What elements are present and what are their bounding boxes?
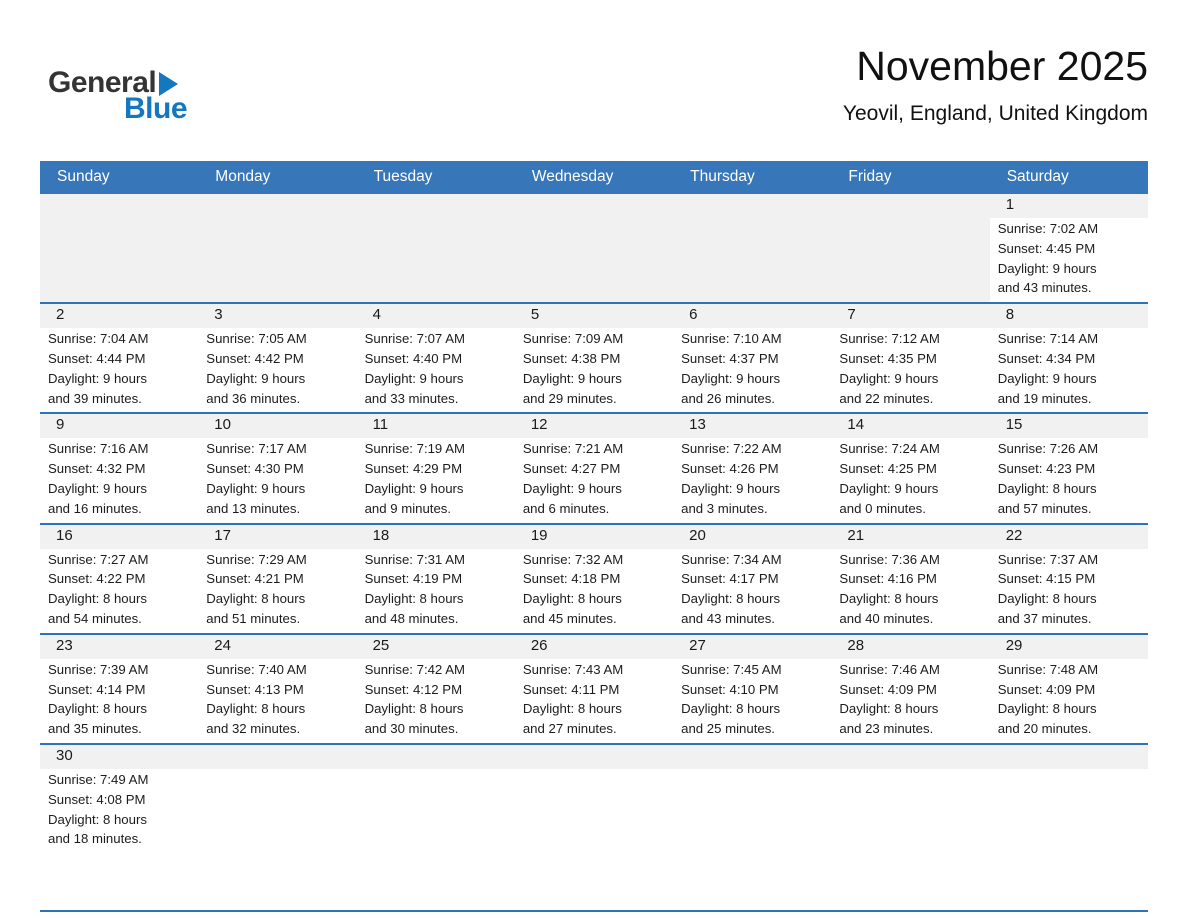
day-cell-11 — [357, 414, 515, 522]
day-info-line: Sunset: 4:09 PM — [997, 681, 1096, 697]
day-cell-10 — [198, 414, 356, 522]
day-details — [40, 549, 198, 633]
day-info-line: Daylight: 9 hours — [681, 480, 781, 496]
day-info-line: Daylight: 8 hours — [681, 591, 781, 607]
empty-day-cell — [990, 745, 1148, 910]
day-info-line: Daylight: 9 hours — [681, 370, 781, 386]
day-info-line: Sunset: 4:19 PM — [364, 571, 463, 587]
day-info-line: and 26 minutes. — [681, 390, 775, 406]
day-number: 30 — [40, 745, 198, 769]
day-info-line: Sunrise: 7:09 AM — [522, 331, 624, 347]
weekday-header-wednesday: Wednesday — [531, 168, 614, 185]
day-info-line: and 3 minutes. — [681, 500, 768, 516]
day-info-line: Sunset: 4:27 PM — [522, 461, 621, 477]
day-info-line: Daylight: 8 hours — [48, 591, 147, 607]
day-info-line: Daylight: 9 hours — [48, 480, 147, 496]
day-info-line: Daylight: 9 hours — [48, 370, 147, 386]
day-info-line: Sunrise: 7:02 AM — [997, 221, 1099, 236]
day-details — [673, 438, 831, 522]
day-info-line: Sunrise: 7:31 AM — [364, 551, 465, 567]
day-info-line: Sunset: 4:34 PM — [997, 350, 1096, 366]
day-info-line: and 22 minutes. — [839, 390, 934, 406]
day-info-line: Sunrise: 7:19 AM — [364, 441, 465, 457]
day-info-line: Sunset: 4:09 PM — [839, 681, 937, 697]
day-cell-18 — [357, 525, 515, 633]
day-number: 2 — [40, 304, 198, 328]
day-info-line: Daylight: 8 hours — [206, 701, 306, 717]
logo-text-blue: Blue — [124, 92, 188, 125]
day-cell-5 — [515, 304, 673, 412]
day-info-line: Sunset: 4:15 PM — [997, 571, 1096, 587]
day-info-line: Daylight: 9 hours — [206, 480, 306, 496]
general-blue-logo — [40, 34, 187, 124]
weekday-header-saturday: Saturday — [1006, 168, 1069, 185]
day-info-line: Sunrise: 7:05 AM — [206, 331, 307, 347]
day-number: 27 — [673, 635, 831, 659]
day-number: 22 — [990, 525, 1148, 549]
day-info-line: Daylight: 8 hours — [206, 591, 306, 607]
week-row-2 — [40, 304, 1148, 414]
day-info-line: Daylight: 8 hours — [839, 701, 939, 717]
day-details — [357, 549, 515, 633]
day-details — [357, 328, 515, 412]
day-number: 14 — [831, 414, 989, 438]
day-details — [673, 659, 831, 743]
day-cell-28 — [831, 635, 989, 743]
week-row-1 — [40, 194, 1148, 304]
day-info-line: and 40 minutes. — [839, 610, 934, 626]
weekday-header-row — [40, 161, 1148, 194]
day-info-line: Sunrise: 7:12 AM — [839, 331, 940, 347]
day-cell-30 — [40, 745, 198, 910]
day-details — [515, 659, 673, 743]
day-info-line: Sunrise: 7:48 AM — [997, 661, 1099, 677]
day-details — [831, 438, 989, 522]
day-details — [990, 328, 1148, 412]
day-number: 16 — [40, 525, 198, 549]
day-number: 25 — [357, 635, 515, 659]
day-number: 24 — [198, 635, 356, 659]
day-info-line: Sunset: 4:45 PM — [997, 240, 1096, 256]
day-info-line: Daylight: 9 hours — [839, 480, 939, 496]
day-info-line: and 45 minutes. — [522, 610, 617, 626]
day-info-line: Sunset: 4:21 PM — [206, 571, 304, 587]
day-info-line: and 9 minutes. — [364, 500, 452, 516]
day-info-line: and 27 minutes. — [522, 721, 617, 737]
day-cell-16 — [40, 525, 198, 633]
empty-day-body — [673, 218, 831, 302]
day-info-line: and 37 minutes. — [997, 610, 1092, 626]
day-details — [198, 438, 356, 522]
empty-day-cell — [831, 194, 989, 302]
day-info-line: Sunset: 4:10 PM — [681, 681, 779, 697]
empty-day-cell — [515, 745, 673, 910]
empty-day-body — [831, 218, 989, 302]
day-cell-13 — [673, 414, 831, 522]
day-info-line: and 43 minutes. — [681, 610, 775, 626]
day-info-line: and 29 minutes. — [522, 390, 617, 406]
day-cell-7 — [831, 304, 989, 412]
empty-day-strip — [198, 745, 356, 769]
day-info-line: Daylight: 9 hours — [522, 370, 622, 386]
day-details — [40, 659, 198, 743]
day-info-line: Sunset: 4:22 PM — [48, 571, 146, 587]
week-row-5 — [40, 635, 1148, 745]
day-number: 23 — [40, 635, 198, 659]
day-info-line: Sunrise: 7:04 AM — [48, 331, 149, 347]
day-info-line: Sunrise: 7:24 AM — [839, 441, 940, 457]
day-info-line: and 6 minutes. — [522, 500, 610, 516]
empty-day-strip — [40, 194, 198, 218]
empty-day-cell — [40, 194, 198, 302]
day-number: 28 — [831, 635, 989, 659]
weekday-header-tuesday: Tuesday — [373, 168, 433, 185]
empty-day-strip — [357, 194, 515, 218]
week-row-6 — [40, 745, 1148, 912]
week-row-3 — [40, 414, 1148, 524]
day-details — [831, 659, 989, 743]
day-info-line: Sunrise: 7:45 AM — [681, 661, 782, 677]
day-info-line: Sunrise: 7:43 AM — [522, 661, 624, 677]
day-info-line: and 18 minutes. — [48, 831, 142, 847]
day-cell-20 — [673, 525, 831, 633]
day-info-line: Daylight: 9 hours — [364, 370, 464, 386]
day-info-line: Sunset: 4:32 PM — [48, 461, 146, 477]
page-title: November 2025 — [856, 43, 1148, 89]
title-block — [843, 34, 1148, 126]
day-info-line: and 43 minutes. — [997, 280, 1092, 296]
empty-day-body — [990, 769, 1148, 910]
day-details — [990, 659, 1148, 743]
empty-day-cell — [673, 745, 831, 910]
day-info-line: Sunset: 4:44 PM — [48, 350, 146, 366]
empty-day-body — [515, 769, 673, 910]
day-info-line: Sunrise: 7:22 AM — [681, 441, 782, 457]
day-number: 10 — [198, 414, 356, 438]
day-details — [515, 328, 673, 412]
day-info-line: Sunrise: 7:49 AM — [48, 771, 149, 787]
day-info-line: Daylight: 9 hours — [997, 370, 1097, 386]
day-details — [515, 549, 673, 633]
day-info-line: Sunset: 4:29 PM — [364, 461, 463, 477]
day-cell-29 — [990, 635, 1148, 743]
day-info-line: Daylight: 9 hours — [839, 370, 939, 386]
day-number: 26 — [515, 635, 673, 659]
day-info-line: Daylight: 8 hours — [522, 701, 622, 717]
day-info-line: Sunset: 4:30 PM — [206, 461, 304, 477]
day-info-line: Sunrise: 7:27 AM — [48, 551, 149, 567]
day-info-line: Sunset: 4:35 PM — [839, 350, 937, 366]
day-info-line: Daylight: 8 hours — [997, 480, 1097, 496]
empty-day-body — [831, 769, 989, 910]
day-info-line: and 20 minutes. — [997, 721, 1092, 737]
day-info-line: and 48 minutes. — [364, 610, 459, 626]
day-cell-17 — [198, 525, 356, 633]
day-info-line: Daylight: 9 hours — [997, 260, 1097, 276]
day-info-line: Daylight: 8 hours — [364, 701, 464, 717]
day-details — [357, 659, 515, 743]
day-cell-23 — [40, 635, 198, 743]
empty-day-body — [357, 218, 515, 302]
day-cell-8 — [990, 304, 1148, 412]
day-info-line: and 13 minutes. — [206, 500, 301, 516]
day-info-line: and 57 minutes. — [997, 500, 1092, 516]
empty-day-cell — [831, 745, 989, 910]
day-info-line: Sunrise: 7:14 AM — [997, 331, 1099, 347]
day-details — [990, 218, 1148, 302]
weekday-header-monday: Monday — [215, 168, 271, 185]
day-info-line: Daylight: 8 hours — [364, 591, 464, 607]
day-info-line: and 0 minutes. — [839, 500, 926, 516]
day-info-line: and 39 minutes. — [48, 390, 142, 406]
empty-day-cell — [673, 194, 831, 302]
day-info-line: Sunset: 4:16 PM — [839, 571, 937, 587]
day-info-line: Sunset: 4:40 PM — [364, 350, 463, 366]
day-details — [831, 549, 989, 633]
day-number: 3 — [198, 304, 356, 328]
empty-day-body — [357, 769, 515, 910]
day-info-line: Sunset: 4:38 PM — [522, 350, 621, 366]
day-info-line: Sunrise: 7:42 AM — [364, 661, 465, 677]
day-info-line: Sunset: 4:37 PM — [681, 350, 779, 366]
day-number: 11 — [357, 414, 515, 438]
day-info-line: Sunset: 4:12 PM — [364, 681, 463, 697]
day-cell-9 — [40, 414, 198, 522]
day-info-line: Daylight: 8 hours — [839, 591, 939, 607]
day-info-line: Sunset: 4:26 PM — [681, 461, 779, 477]
day-number: 19 — [515, 525, 673, 549]
day-info-line: and 33 minutes. — [364, 390, 459, 406]
day-cell-21 — [831, 525, 989, 633]
day-cell-27 — [673, 635, 831, 743]
day-number: 18 — [357, 525, 515, 549]
day-info-line: Daylight: 8 hours — [48, 701, 147, 717]
empty-day-body — [198, 769, 356, 910]
day-info-line: Daylight: 8 hours — [997, 701, 1097, 717]
day-info-line: Sunset: 4:11 PM — [522, 681, 620, 697]
empty-day-body — [198, 218, 356, 302]
day-details — [357, 438, 515, 522]
day-info-line: Sunrise: 7:34 AM — [681, 551, 782, 567]
day-info-line: Sunrise: 7:37 AM — [997, 551, 1099, 567]
day-details — [673, 328, 831, 412]
day-cell-6 — [673, 304, 831, 412]
day-details — [40, 328, 198, 412]
day-details — [198, 659, 356, 743]
calendar-table — [40, 161, 1148, 912]
day-info-line: and 32 minutes. — [206, 721, 301, 737]
logo-text-general: General — [48, 66, 157, 99]
day-info-line: and 51 minutes. — [206, 610, 301, 626]
day-info-line: and 19 minutes. — [997, 390, 1092, 406]
day-number: 1 — [990, 194, 1148, 218]
top-bar — [40, 34, 1148, 140]
day-info-line: Sunrise: 7:39 AM — [48, 661, 149, 677]
day-info-line: Sunset: 4:42 PM — [206, 350, 304, 366]
day-details — [990, 438, 1148, 522]
empty-day-cell — [198, 194, 356, 302]
day-info-line: Sunset: 4:17 PM — [681, 571, 779, 587]
day-cell-4 — [357, 304, 515, 412]
day-cell-2 — [40, 304, 198, 412]
day-info-line: Daylight: 8 hours — [997, 591, 1097, 607]
day-info-line: Daylight: 9 hours — [364, 480, 464, 496]
day-info-line: Sunset: 4:23 PM — [997, 461, 1096, 477]
day-number: 6 — [673, 304, 831, 328]
weekday-header-friday: Friday — [848, 168, 892, 185]
day-cell-19 — [515, 525, 673, 633]
day-info-line: and 23 minutes. — [839, 721, 934, 737]
empty-day-body — [673, 769, 831, 910]
day-info-line: Sunset: 4:18 PM — [522, 571, 621, 587]
day-info-line: and 25 minutes. — [681, 721, 775, 737]
day-number: 9 — [40, 414, 198, 438]
day-info-line: Sunrise: 7:32 AM — [522, 551, 624, 567]
day-number: 15 — [990, 414, 1148, 438]
week-row-4 — [40, 525, 1148, 635]
day-info-line: Sunrise: 7:46 AM — [839, 661, 940, 677]
day-cell-25 — [357, 635, 515, 743]
day-info-line: Daylight: 8 hours — [522, 591, 622, 607]
empty-day-strip — [831, 745, 989, 769]
day-number: 13 — [673, 414, 831, 438]
weekday-header-thursday: Thursday — [690, 168, 755, 185]
day-number: 8 — [990, 304, 1148, 328]
day-info-line: Sunrise: 7:29 AM — [206, 551, 307, 567]
day-cell-12 — [515, 414, 673, 522]
day-number: 29 — [990, 635, 1148, 659]
day-details — [673, 549, 831, 633]
empty-day-cell — [198, 745, 356, 910]
day-info-line: Sunrise: 7:07 AM — [364, 331, 465, 347]
day-info-line: and 35 minutes. — [48, 721, 142, 737]
empty-day-cell — [357, 194, 515, 302]
day-info-line: Sunrise: 7:21 AM — [522, 441, 624, 457]
empty-day-cell — [515, 194, 673, 302]
day-info-line: Daylight: 9 hours — [522, 480, 622, 496]
day-info-line: and 16 minutes. — [48, 500, 142, 516]
empty-day-strip — [515, 194, 673, 218]
day-info-line: Sunrise: 7:10 AM — [681, 331, 782, 347]
day-info-line: Sunset: 4:13 PM — [206, 681, 304, 697]
empty-day-strip — [357, 745, 515, 769]
empty-day-strip — [990, 745, 1148, 769]
day-number: 17 — [198, 525, 356, 549]
day-number: 5 — [515, 304, 673, 328]
page-subtitle: Yeovil, England, United Kingdom — [842, 102, 1148, 126]
day-info-line: Daylight: 8 hours — [681, 701, 781, 717]
weekday-header-sunday: Sunday — [57, 168, 110, 185]
day-info-line: Daylight: 8 hours — [48, 811, 147, 827]
day-cell-26 — [515, 635, 673, 743]
day-cell-24 — [198, 635, 356, 743]
empty-day-body — [515, 218, 673, 302]
calendar-grid — [40, 194, 1148, 912]
empty-day-strip — [831, 194, 989, 218]
day-info-line: Sunset: 4:25 PM — [839, 461, 937, 477]
day-info-line: Daylight: 9 hours — [206, 370, 306, 386]
day-details — [515, 438, 673, 522]
day-number: 20 — [673, 525, 831, 549]
day-details — [40, 769, 198, 910]
day-info-line: and 30 minutes. — [364, 721, 459, 737]
empty-day-cell — [357, 745, 515, 910]
day-number: 7 — [831, 304, 989, 328]
day-info-line: Sunrise: 7:16 AM — [48, 441, 149, 457]
empty-day-body — [40, 218, 198, 302]
empty-day-strip — [515, 745, 673, 769]
day-cell-15 — [990, 414, 1148, 522]
empty-day-strip — [673, 745, 831, 769]
empty-day-strip — [198, 194, 356, 218]
day-details — [990, 549, 1148, 633]
day-details — [831, 328, 989, 412]
day-cell-14 — [831, 414, 989, 522]
day-info-line: and 36 minutes. — [206, 390, 301, 406]
day-info-line: Sunrise: 7:17 AM — [206, 441, 307, 457]
day-info-line: Sunrise: 7:40 AM — [206, 661, 307, 677]
day-info-line: Sunrise: 7:36 AM — [839, 551, 940, 567]
day-details — [40, 438, 198, 522]
day-details — [198, 549, 356, 633]
day-info-line: Sunset: 4:08 PM — [48, 791, 146, 807]
day-cell-22 — [990, 525, 1148, 633]
day-cell-1 — [990, 194, 1148, 302]
day-info-line: Sunrise: 7:26 AM — [997, 441, 1099, 457]
day-info-line: and 54 minutes. — [48, 610, 142, 626]
day-details — [198, 328, 356, 412]
day-info-line: Sunset: 4:14 PM — [48, 681, 146, 697]
day-number: 21 — [831, 525, 989, 549]
empty-day-strip — [673, 194, 831, 218]
day-number: 4 — [357, 304, 515, 328]
day-number: 12 — [515, 414, 673, 438]
day-cell-3 — [198, 304, 356, 412]
